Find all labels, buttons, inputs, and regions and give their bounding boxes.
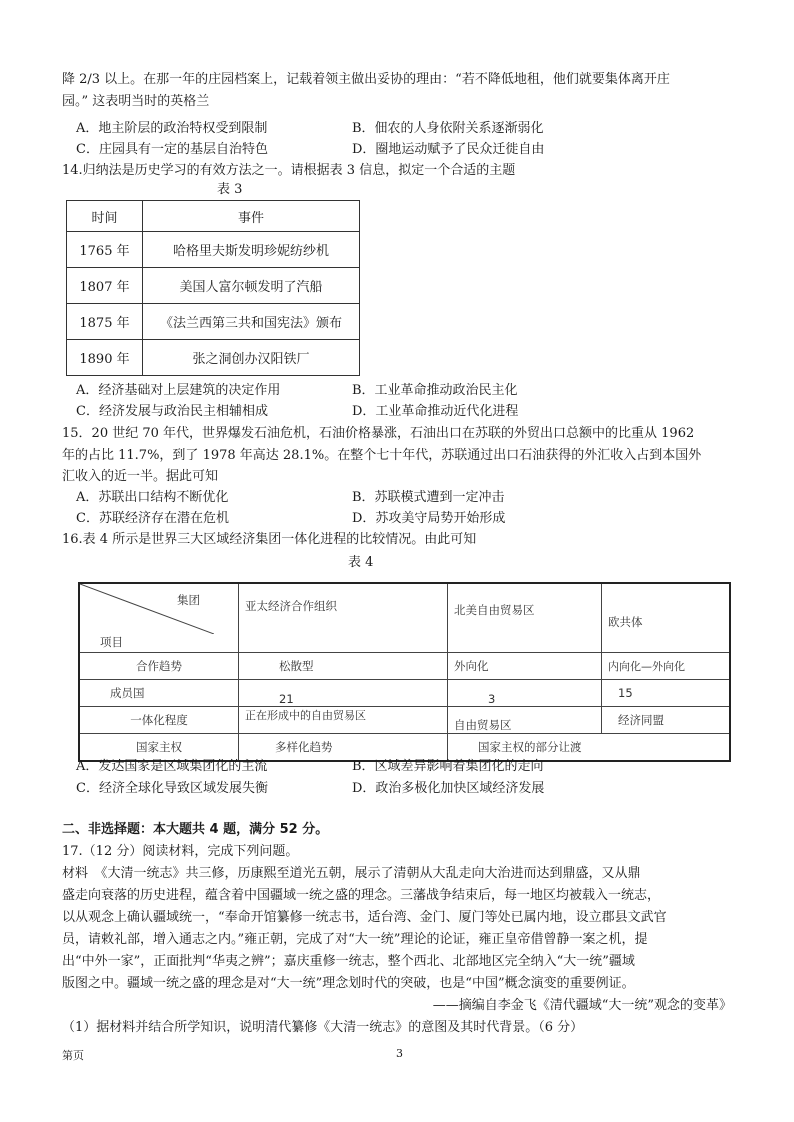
q13-option-d: D．圈地运动赋予了民众迁徙自由 [352,142,545,157]
q17-subquestion-1: （1）据材料并结合所学知识，说明清代纂修《大清一统志》的意图及其时代背景。（6 分） [62,1020,584,1035]
table4-row-label: 合作趋势 [79,653,239,680]
table4-cell: 外向化 [448,653,602,680]
table-row [67,304,360,340]
q16-option-b: B．区域差异影响着集团化的走向 [352,759,544,774]
table4-cell: 内向化—外向化 [602,653,731,680]
table4-diagonal-header [79,583,239,653]
footer-page-number: 3 [396,1047,403,1060]
table3-cell-year: 1890 年 [67,340,143,376]
table4-cell-merged: 国家主权的部分让渡 [448,734,731,762]
table3-header-row [67,201,360,232]
table3 [66,200,360,376]
table4-row-label: 国家主权 [79,734,239,762]
q15-option-d: D．苏攻美守局势开始形成 [352,511,506,526]
table4-cell: 松散型 [239,653,448,680]
table4-corner-bottom: 项目 [100,635,123,649]
q13-option-a: A．地主阶层的政治特权受到限制 [76,121,268,136]
table4-row-label: 成员国 [79,680,239,707]
q15-stem-line3: 汇收入的近一半。据此可知 [62,469,219,484]
table4-header-row [79,583,730,653]
table3-header-time: 时间 [67,201,143,232]
table-row [79,680,730,707]
table4-cell: 经济同盟 [602,707,731,734]
table-row [79,707,730,734]
q17-stem: 17.（12 分）阅读材料，完成下列问题。 [62,844,299,859]
q16-option-c: C．经济全球化导致区域发展失衡 [76,781,268,796]
table4-cell: 3 [448,680,602,707]
table3-cell-event: 张之洞创办汉阳铁厂 [143,340,360,376]
table3-cell-event: 美国人富尔顿发明了汽船 [143,268,360,304]
q14-stem: 14.归纳法是历史学习的有效方法之一。请根据表 3 信息，拟定一个合适的主题 [62,163,516,178]
table3-cell-year: 1875 年 [67,304,143,340]
table-row [79,653,730,680]
q15-stem-line2: 年的占比 11.7%，到了 1978 年高达 28.1%。在整个七十年代，苏联通过出口石油获得的外汇收入占到本国外 [62,448,702,463]
table4-group-ec: 欧共体 [602,583,731,653]
q13-option-c: C．庄园具有一定的基层自治特色 [76,142,268,157]
table4-cell: 15 [602,680,731,707]
q17-material-line: 以从观念上确认疆域统一，“奉命开馆纂修一统志书，适台湾、金门、厦门等处已属内地，设立郡县文武官 [62,910,667,925]
table3-cell-year: 1765 年 [67,232,143,268]
q16-option-d: D．政治多极化加快区域经济发展 [352,781,545,796]
table4-corner-top: 集团 [177,593,200,607]
q17-source: ——摘编自李金飞《清代疆域“大一统”观念的变革》 [432,998,732,1013]
q16-stem: 16.表 4 所示是世界三大区域经济集团一体化进程的比较情况。由此可知 [62,532,477,547]
table-row [67,268,360,304]
table3-caption: 表 3 [217,182,243,197]
q13-stem-line2: 园。” 这表明当时的英格兰 [62,94,210,109]
q15-stem-line1: 15．20 世纪 70 年代，世界爆发石油危机，石油价格暴涨，石油出口在苏联的外贸出口总额中的比重从 1962 [62,426,695,441]
q17-material-line: 盛走向衰落的历史进程，蕴含着中国疆域一统之盛的理念。三藩战争结束后，每一地区均被载入一统志， [62,888,661,903]
table4-cell: 正在形成中的自由贸易区 [239,707,448,734]
q17-material-line: 材料 《大清一统志》共三修，历康熙至道光五朝，展示了清朝从大乱走向大治进而达到鼎盛，又从鼎 [62,866,641,881]
table4-group-nafta: 北美自由贸易区 [448,583,602,653]
q13-stem-line1: 降 2/3 以上。在那一年的庄园档案上，记载着领主做出妥协的理由：“若不降低地租，他们就要集体离开庄 [62,72,670,87]
table-row [67,340,360,376]
table4-caption: 表 4 [348,555,374,570]
q15-option-c: C．苏联经济存在潜在危机 [76,511,229,526]
table4-group-apec: 亚太经济合作组织 [239,583,448,653]
q15-option-b: B．苏联模式遭到一定冲击 [352,490,505,505]
table3-cell-year: 1807 年 [67,268,143,304]
q14-option-a: A．经济基础对上层建筑的决定作用 [76,383,281,398]
table4-cell: 多样化趋势 [239,734,448,762]
q17-material-line: 版图之中。疆域一统之盛的理念是对“大一统”理念划时代的突破，也是“中国”概念演变的重要例证。 [62,976,635,991]
q14-option-c: C．经济发展与政治民主相辅相成 [76,404,268,419]
table3-header-event: 事件 [143,201,360,232]
table-row [67,232,360,268]
section2-heading: 二、非选择题：本大题共 4 题，满分 52 分。 [62,822,329,837]
table4 [78,582,731,762]
q14-option-b: B．工业革命推动政治民主化 [352,383,518,398]
q16-option-a: A．发达国家是区域集团化的主流 [76,759,268,774]
q13-option-b: B．佃农的人身依附关系逐渐弱化 [352,121,544,136]
footer-page-label: 第页 [62,1049,84,1062]
table3-cell-event: 《法兰西第三共和国宪法》颁布 [143,304,360,340]
q14-option-d: D．工业革命推动近代化进程 [352,404,519,419]
q15-option-a: A．苏联出口结构不断优化 [76,490,229,505]
table3-cell-event: 哈格里夫斯发明珍妮纺纱机 [143,232,360,268]
table4-cell: 自由贸易区 [448,707,602,734]
table4-row-label: 一体化程度 [79,707,239,734]
table4-cell: 21 [239,680,448,707]
q17-material-line: 员，请敕礼部，增入通志之内。”雍正朝，完成了对“大一统”理论的论证，雍正皇帝借曾静一案之机，提 [62,932,648,947]
q17-material-line: 出“中外一家”，正面批判“华夷之辨”；嘉庆重修一统志，整个西北、北部地区完全纳入“大一统”疆域 [62,954,635,969]
